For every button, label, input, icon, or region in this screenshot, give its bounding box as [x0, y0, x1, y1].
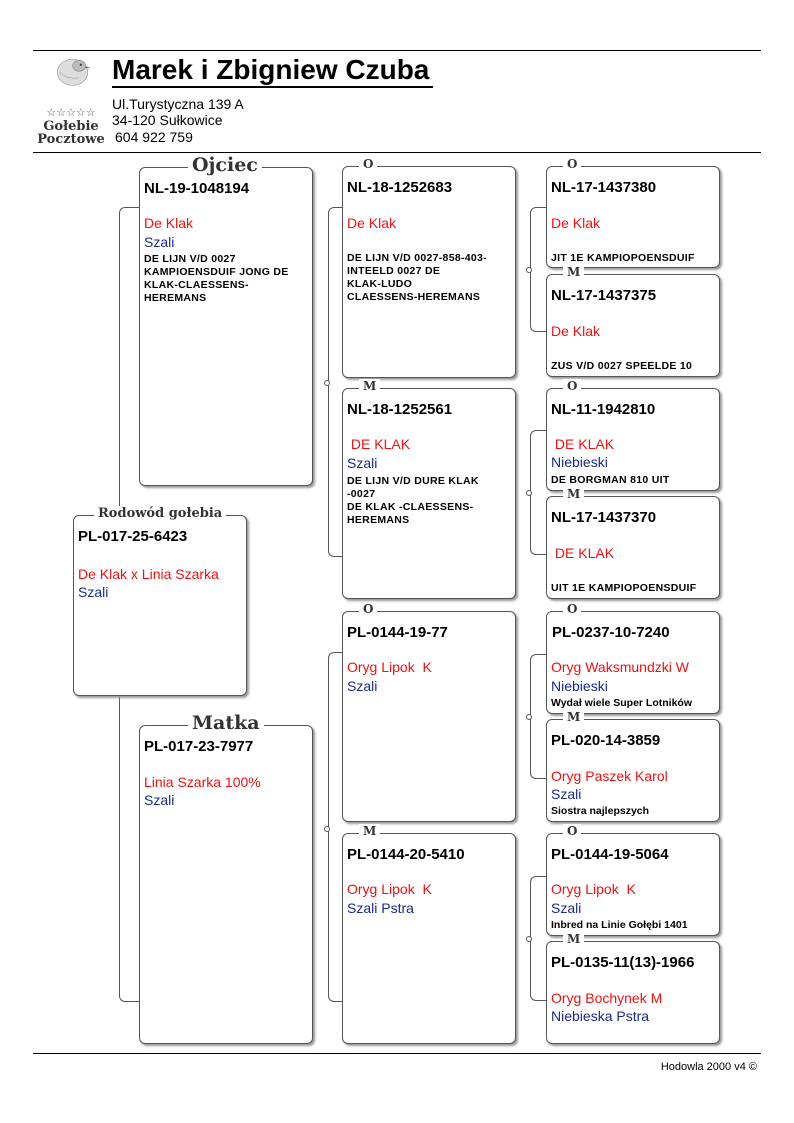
- address-line-2: 34-120 Sułkowice: [112, 112, 223, 128]
- mother-color: Szali: [144, 792, 175, 808]
- mff-color: Niebieski: [551, 678, 608, 694]
- fff-ring: NL-17-1437380: [551, 179, 657, 196]
- pigeon-logo-icon: [36, 56, 106, 106]
- ffm-card: [546, 265, 720, 377]
- bracket-mf: [530, 654, 546, 779]
- o-label: O: [563, 602, 581, 616]
- bracket-father: [328, 207, 342, 557]
- header-top-rule: [33, 50, 761, 51]
- fm-color: Szali: [347, 455, 378, 471]
- mmm-line: Oryg Bochynek M: [551, 990, 663, 1006]
- fmm-ring: NL-17-1437370: [551, 509, 657, 526]
- mother-ring: PL-017-23-7977: [144, 738, 254, 755]
- mfm-ring: PL-020-14-3859: [551, 732, 661, 749]
- footer-text: Hodowla 2000 v4 ©: [660, 1061, 757, 1073]
- mm-line: Oryg Lipok K: [347, 881, 432, 897]
- fm-line: DE KLAK: [347, 436, 411, 452]
- mmm-color: Niebieska Pstra: [551, 1008, 650, 1024]
- mmm-card: [546, 932, 720, 1044]
- mfm-note: Siostra najlepszych: [551, 805, 650, 817]
- address-line-1: Ul.Turystyczna 139 A: [112, 96, 244, 112]
- father-card: [139, 154, 313, 486]
- mm-ring: PL-0144-20-5410: [347, 846, 465, 863]
- mm-card: [342, 824, 516, 1044]
- mm-color: Szali Pstra: [347, 900, 414, 916]
- mff-ring: PL-0237-10-7240: [552, 624, 670, 641]
- ff-ring: NL-18-1252683: [347, 179, 453, 196]
- fmf-note: DE BORGMAN 810 UIT: [551, 474, 670, 486]
- mfm-line: Oryg Paszek Karol: [551, 768, 668, 784]
- connector-dot: [324, 826, 330, 832]
- breeder-name: Marek i Zbigniew Czuba: [112, 54, 433, 88]
- bracket-fm: [530, 430, 546, 555]
- fm-note: DE LIJN V/D DURE KLAK -0027 DE KLAK -CLAESSENS- HEREMANS: [347, 475, 479, 526]
- mf-line: Oryg Lipok K: [347, 659, 432, 675]
- ffm-note: ZUS V/D 0027 SPEELDE 10: [551, 360, 693, 372]
- ff-card: [342, 157, 516, 378]
- m-label: M: [563, 932, 584, 946]
- fmm-line: DE KLAK: [551, 545, 615, 561]
- o-label: O: [359, 157, 377, 171]
- fmm-note: UIT 1E KAMPIOPOENSDUIF: [551, 582, 697, 594]
- mf-card: [342, 602, 516, 822]
- bracket-mm: [530, 876, 546, 1001]
- o-label: O: [563, 824, 581, 838]
- fff-line: De Klak: [551, 215, 601, 231]
- connector-dot: [526, 714, 532, 720]
- fm-card: [342, 379, 516, 599]
- mfm-card: [546, 710, 720, 822]
- phone: 604 922 759: [115, 129, 193, 145]
- subject-color: Szali: [78, 584, 109, 600]
- m-label: M: [359, 824, 380, 838]
- father-color: Szali: [144, 234, 175, 250]
- logo-stars: ☆☆☆☆☆: [46, 107, 96, 119]
- m-label: M: [563, 710, 584, 724]
- m-label: M: [563, 265, 584, 279]
- m-label: M: [359, 379, 380, 393]
- mmf-ring: PL-0144-19-5064: [551, 846, 669, 863]
- father-line: De Klak: [144, 215, 194, 231]
- fmf-ring: NL-11-1942810: [551, 401, 656, 418]
- ff-line: De Klak: [347, 215, 397, 231]
- mother-line: Linia Szarka 100%: [144, 774, 261, 790]
- mmf-line: Oryg Lipok K: [551, 881, 636, 897]
- fm-ring: NL-18-1252561: [347, 401, 453, 418]
- mf-color: Szali: [347, 678, 378, 694]
- mff-line: Oryg Waksmundzki W: [551, 659, 689, 675]
- logo-text-2: Pocztowe: [37, 132, 105, 147]
- o-label: O: [359, 602, 377, 616]
- mother-card: [139, 712, 313, 1044]
- connector-dot: [526, 490, 532, 496]
- subject-line: De Klak x Linia Szarka: [78, 566, 219, 582]
- subject-ring: PL-017-25-6423: [78, 528, 188, 545]
- header-bottom-rule: [33, 152, 761, 153]
- father-note: DE LIJN V/D 0027 KAMPIOENSDUIF JONG DE KLAK-CLAESSENS- HEREMANS: [144, 253, 289, 304]
- ffm-ring: NL-17-1437375: [551, 287, 657, 304]
- subject-card: [73, 506, 247, 696]
- mff-note: Wydał wiele Super Lotników: [551, 697, 692, 709]
- footer-rule: [33, 1053, 761, 1054]
- connector-dot: [324, 380, 330, 386]
- mmm-ring: PL-0135-11(13)-1966: [551, 954, 695, 971]
- mother-label: Matka: [188, 712, 264, 734]
- fmm-card: [546, 487, 720, 599]
- fmf-color: Niebieski: [551, 454, 608, 470]
- pedigree-label: Rodowód gołebia: [94, 506, 226, 521]
- bracket-ff: [530, 207, 546, 332]
- m-label: M: [563, 487, 584, 501]
- father-ring: NL-19-1048194: [144, 180, 250, 197]
- ffm-line: De Klak: [551, 323, 601, 339]
- logo-text-1: Gołebie: [43, 119, 99, 134]
- ff-note: DE LIJN V/D 0027-858-403- INTEELD 0027 DE KLAK-LUDO CLAESSENS-HEREMANS: [347, 252, 487, 303]
- fff-note: JIT 1E KAMPIOPOENSDUIF: [551, 252, 695, 264]
- o-label: O: [563, 157, 581, 171]
- mfm-color: Szali: [551, 786, 582, 802]
- fmf-card: [546, 379, 720, 491]
- father-label: Ojciec: [188, 154, 262, 176]
- fmf-line: DE KLAK: [551, 436, 615, 452]
- mmf-card: [546, 824, 720, 936]
- bracket-mother: [328, 652, 342, 1002]
- mf-ring: PL-0144-19-77: [347, 624, 448, 641]
- connector-dot: [526, 267, 532, 273]
- o-label: O: [563, 379, 581, 393]
- mmf-note: Inbred na Linie Gołębi 1401: [551, 919, 688, 931]
- mff-card: [546, 602, 720, 714]
- mmf-color: Szali: [551, 900, 582, 916]
- connector-dot: [526, 936, 532, 942]
- fff-card: [546, 157, 720, 268]
